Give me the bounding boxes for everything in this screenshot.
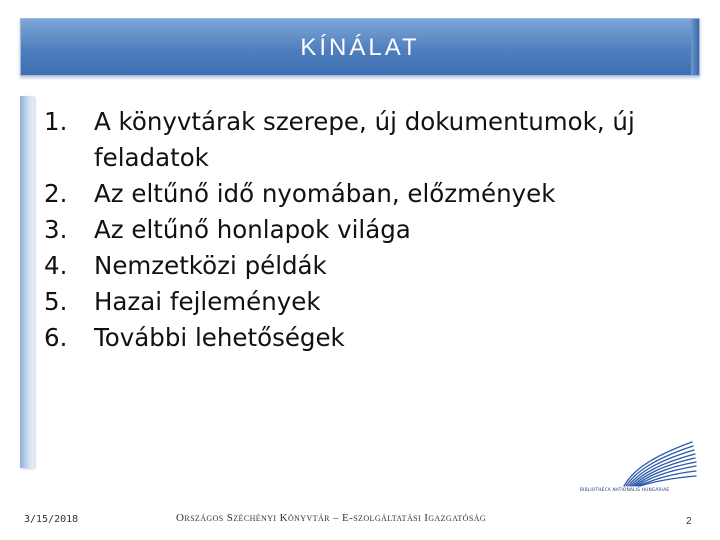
list-item <box>44 104 704 176</box>
list-item-text: További lehetőségek <box>94 323 345 352</box>
list-item <box>44 320 704 356</box>
list-item <box>44 248 704 284</box>
footer-organization: Országos Széchényi Könyvtár – E-szolgáltatási Igazgatóság <box>176 512 487 524</box>
list-item-number: 3. <box>44 215 68 244</box>
agenda-list <box>44 104 704 356</box>
list-item-text: A könyvtárak szerepe, új dokumentumok, új feladatok <box>94 107 635 172</box>
list-item-text: Az eltűnő idő nyomában, előzmények <box>94 179 556 208</box>
list-item <box>44 284 704 320</box>
list-item <box>44 212 704 248</box>
title-bar <box>20 18 700 76</box>
page-number: 2 <box>686 516 692 527</box>
footer-date: 3/15/2018 <box>24 514 79 525</box>
list-item-text: Nemzetközi példák <box>94 251 327 280</box>
list-item-number: 4. <box>44 251 68 280</box>
list-item-text: Hazai fejlemények <box>94 287 321 316</box>
list-item-text: Az eltűnő honlapok világa <box>94 215 411 244</box>
side-accent-bar <box>20 96 34 468</box>
library-logo <box>580 438 698 498</box>
list-item-number: 6. <box>44 323 68 352</box>
logo-text: BIBLIOTHECA NATIONALIS HUNGARIAE <box>580 488 670 493</box>
slide-title: KÍNÁLAT <box>300 34 420 61</box>
library-logo-icon <box>580 438 698 488</box>
list-item <box>44 176 704 212</box>
list-item-number: 1. <box>44 107 68 136</box>
list-item-number: 2. <box>44 179 68 208</box>
list-item-number: 5. <box>44 287 68 316</box>
